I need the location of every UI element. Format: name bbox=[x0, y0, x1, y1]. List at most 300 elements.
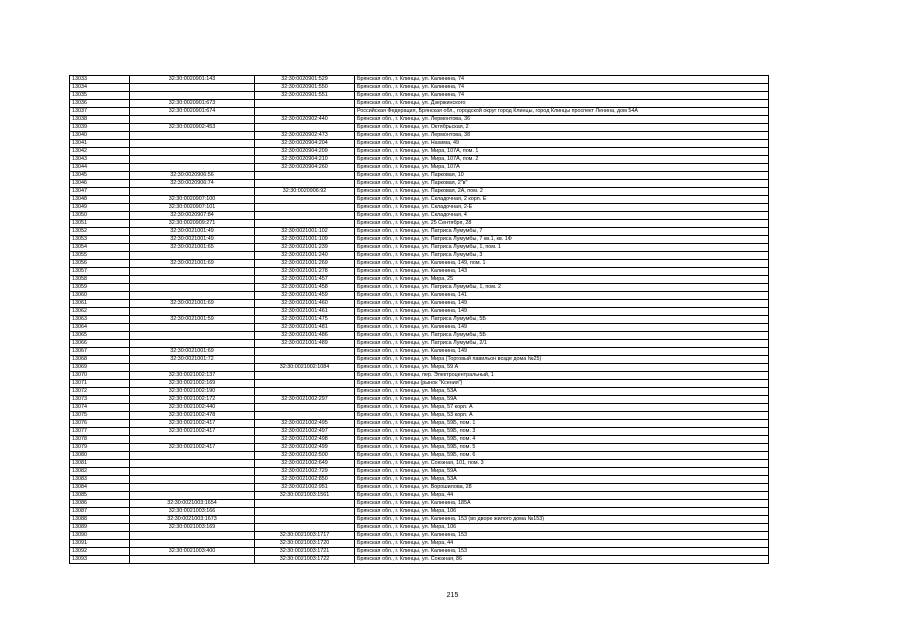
land-plot-cadastral-number-cell bbox=[130, 164, 255, 172]
land-plot-cadastral-number-cell: 32:30:0020901:674 bbox=[130, 108, 255, 116]
table-row bbox=[70, 252, 769, 260]
table-row bbox=[70, 116, 769, 124]
record-number-cell: 13043 bbox=[70, 156, 130, 164]
address-cell: Брянская обл., г. Клинцы, ул. Калинина, 153 (во дворе жилого дома №153) bbox=[355, 516, 769, 524]
table-row bbox=[70, 348, 769, 356]
table-row bbox=[70, 284, 769, 292]
building-cadastral-number-cell: 32:30:0021001:461 bbox=[255, 308, 355, 316]
land-plot-cadastral-number-cell: 32:30:0021003:400 bbox=[130, 548, 255, 556]
table-row bbox=[70, 460, 769, 468]
table-row bbox=[70, 556, 769, 564]
record-number-cell: 13060 bbox=[70, 292, 130, 300]
record-number-cell: 13080 bbox=[70, 452, 130, 460]
land-plot-cadastral-number-cell bbox=[130, 148, 255, 156]
record-number-cell: 13078 bbox=[70, 436, 130, 444]
table-row bbox=[70, 212, 769, 220]
building-cadastral-number-cell: 32:30:0021002:495 bbox=[255, 420, 355, 428]
address-cell: Брянская обл., г. Клинцы, ул. Мира, 59 А bbox=[355, 364, 769, 372]
table-row bbox=[70, 356, 769, 364]
address-cell: Брянская обл., г. Клинцы, ул. Нахима, 49 bbox=[355, 140, 769, 148]
record-number-cell: 13072 bbox=[70, 388, 130, 396]
building-cadastral-number-cell: 32:30:0020901:551 bbox=[255, 92, 355, 100]
address-cell: Брянская обл., г. Клинцы, ул. Калинина, 149 bbox=[355, 324, 769, 332]
table-row bbox=[70, 548, 769, 556]
table-row bbox=[70, 124, 769, 132]
land-plot-cadastral-number-cell bbox=[130, 140, 255, 148]
building-cadastral-number-cell bbox=[255, 124, 355, 132]
land-plot-cadastral-number-cell: 32:30:0021002:137 bbox=[130, 372, 255, 380]
table-row bbox=[70, 332, 769, 340]
table-row bbox=[70, 380, 769, 388]
address-cell: Брянская обл., г. Клинцы, ул. Мира, 44 bbox=[355, 540, 769, 548]
land-plot-cadastral-number-cell bbox=[130, 252, 255, 260]
table-row bbox=[70, 340, 769, 348]
table-row bbox=[70, 268, 769, 276]
table-row bbox=[70, 468, 769, 476]
building-cadastral-number-cell: 32:30:0020904:260 bbox=[255, 164, 355, 172]
building-cadastral-number-cell: 32:30:0021002:499 bbox=[255, 444, 355, 452]
address-cell: Брянская обл., г. Клинцы, ул. Патриса Лумумбы, 5Б bbox=[355, 316, 769, 324]
land-plot-cadastral-number-cell bbox=[130, 92, 255, 100]
address-cell: Брянская обл., г. Клинцы, ул. Калинина, 74 bbox=[355, 76, 769, 84]
building-cadastral-number-cell bbox=[255, 356, 355, 364]
land-plot-cadastral-number-cell: 32:30:0020907:101 bbox=[130, 204, 255, 212]
building-cadastral-number-cell: 32:30:0020904:210 bbox=[255, 156, 355, 164]
building-cadastral-number-cell: 32:30:0021002:951 bbox=[255, 484, 355, 492]
address-cell: Брянская обл., г. Клинцы, ул. Союзная, 86 bbox=[355, 556, 769, 564]
building-cadastral-number-cell: 32:30:0021001:269 bbox=[255, 260, 355, 268]
address-cell: Брянская обл., г. Клинцы, ул. Лермонтова, 36 bbox=[355, 116, 769, 124]
land-plot-cadastral-number-cell: 32:30:0021002:440 bbox=[130, 404, 255, 412]
table-row bbox=[70, 388, 769, 396]
building-cadastral-number-cell: 32:30:0021001:240 bbox=[255, 252, 355, 260]
record-number-cell: 13036 bbox=[70, 100, 130, 108]
table-row bbox=[70, 396, 769, 404]
address-cell: Брянская обл., г. Клинцы, ул. Калинина, 185А bbox=[355, 500, 769, 508]
address-cell: Брянская обл., г. Клинцы, ул. Мира, 44 bbox=[355, 492, 769, 500]
address-cell: Брянская обл., г. Клинцы, ул. Калинина, 141 bbox=[355, 292, 769, 300]
address-cell: Брянская обл., г. Клинцы, ул. Мира, 59Б, пом. 1 bbox=[355, 420, 769, 428]
table-row bbox=[70, 500, 769, 508]
building-cadastral-number-cell: 32:30:0020904:209 bbox=[255, 148, 355, 156]
record-number-cell: 13055 bbox=[70, 252, 130, 260]
table-row bbox=[70, 516, 769, 524]
building-cadastral-number-cell: 32:30:0021001:475 bbox=[255, 316, 355, 324]
land-plot-cadastral-number-cell bbox=[130, 476, 255, 484]
table-row bbox=[70, 228, 769, 236]
record-number-cell: 13049 bbox=[70, 204, 130, 212]
building-cadastral-number-cell: 32:30:0021001:486 bbox=[255, 332, 355, 340]
land-plot-cadastral-number-cell: 32:30:0021001:72 bbox=[130, 356, 255, 364]
table-row bbox=[70, 300, 769, 308]
record-number-cell: 13064 bbox=[70, 324, 130, 332]
land-plot-cadastral-number-cell: 32:30:0021002:190 bbox=[130, 388, 255, 396]
record-number-cell: 13081 bbox=[70, 460, 130, 468]
building-cadastral-number-cell bbox=[255, 100, 355, 108]
record-number-cell: 13086 bbox=[70, 500, 130, 508]
record-number-cell: 13068 bbox=[70, 356, 130, 364]
address-cell: Брянская обл., г. Клинцы, ул. Парковая, 2"в" bbox=[355, 180, 769, 188]
record-number-cell: 13084 bbox=[70, 484, 130, 492]
address-cell: Брянская обл., г. Клинцы, ул. Союзная, 101, пом. 3 bbox=[355, 460, 769, 468]
address-cell: Брянская обл., г. Клинцы, ул. Мира, 25 bbox=[355, 276, 769, 284]
address-cell: Брянская обл., г. Клинцы, ул. Ворошилова, 28 bbox=[355, 484, 769, 492]
address-cell: Брянская обл., г. Клинцы, ул. Патриса Лумумбы, 7 кв.1, кв. 1Ф bbox=[355, 236, 769, 244]
record-number-cell: 13070 bbox=[70, 372, 130, 380]
building-cadastral-number-cell bbox=[255, 204, 355, 212]
land-plot-cadastral-number-cell: 32:30:0021001:69 bbox=[130, 300, 255, 308]
table-row bbox=[70, 196, 769, 204]
record-number-cell: 13050 bbox=[70, 212, 130, 220]
building-cadastral-number-cell: 32:30:0021001:102 bbox=[255, 228, 355, 236]
land-plot-cadastral-number-cell: 32:30:0021002:417 bbox=[130, 444, 255, 452]
building-cadastral-number-cell: 32:30:0021001:459 bbox=[255, 292, 355, 300]
building-cadastral-number-cell: 32:30:0021002:649 bbox=[255, 460, 355, 468]
address-cell: Брянская обл., г. Клинцы, ул. Складочная, 2 корп. Е bbox=[355, 196, 769, 204]
record-number-cell: 13034 bbox=[70, 84, 130, 92]
land-plot-cadastral-number-cell bbox=[130, 188, 255, 196]
land-plot-cadastral-number-cell: 32:30:0021002:478 bbox=[130, 412, 255, 420]
address-cell: Брянская обл., г. Клинцы, ул. Патриса Лумумбы, 5Б bbox=[355, 332, 769, 340]
land-plot-cadastral-number-cell: 32:30:0020907:100 bbox=[130, 196, 255, 204]
table-row bbox=[70, 324, 769, 332]
table-body bbox=[70, 76, 769, 564]
record-number-cell: 13033 bbox=[70, 76, 130, 84]
land-plot-cadastral-number-cell: 32:30:0021001:49 bbox=[130, 236, 255, 244]
record-number-cell: 13037 bbox=[70, 108, 130, 116]
table-row bbox=[70, 404, 769, 412]
building-cadastral-number-cell: 32:30:0020902:440 bbox=[255, 116, 355, 124]
land-plot-cadastral-number-cell bbox=[130, 532, 255, 540]
record-number-cell: 13042 bbox=[70, 148, 130, 156]
address-cell: Брянская обл., г. Клинцы, ул. Мира (Торговый павильон возде дома №25) bbox=[355, 356, 769, 364]
land-plot-cadastral-number-cell bbox=[130, 540, 255, 548]
table-row bbox=[70, 476, 769, 484]
table-row bbox=[70, 108, 769, 116]
building-cadastral-number-cell bbox=[255, 524, 355, 532]
table-row bbox=[70, 180, 769, 188]
table-row bbox=[70, 412, 769, 420]
land-plot-cadastral-number-cell bbox=[130, 324, 255, 332]
building-cadastral-number-cell: 32:30:0021002:729 bbox=[255, 468, 355, 476]
address-cell: Брянская обл., г. Клинцы, ул. Мира, 57 корп. А bbox=[355, 404, 769, 412]
address-cell: Брянская обл., г. Клинцы, ул. Лермонтова, 38 bbox=[355, 132, 769, 140]
land-plot-cadastral-number-cell bbox=[130, 116, 255, 124]
land-plot-cadastral-number-cell: 32:30:0020906:56 bbox=[130, 172, 255, 180]
record-number-cell: 13089 bbox=[70, 524, 130, 532]
record-number-cell: 13075 bbox=[70, 412, 130, 420]
record-number-cell: 13057 bbox=[70, 268, 130, 276]
record-number-cell: 13066 bbox=[70, 340, 130, 348]
record-number-cell: 13085 bbox=[70, 492, 130, 500]
land-plot-cadastral-number-cell: 32:30:0020909:271 bbox=[130, 220, 255, 228]
building-cadastral-number-cell: 32:30:0021001:489 bbox=[255, 340, 355, 348]
table-row bbox=[70, 244, 769, 252]
record-number-cell: 13059 bbox=[70, 284, 130, 292]
record-number-cell: 13093 bbox=[70, 556, 130, 564]
table-row bbox=[70, 316, 769, 324]
address-cell: Брянская обл., г. Клинцы, ул. Калинина, 153 bbox=[355, 548, 769, 556]
building-cadastral-number-cell bbox=[255, 180, 355, 188]
record-number-cell: 13040 bbox=[70, 132, 130, 140]
building-cadastral-number-cell: 32:30:0021001:239 bbox=[255, 244, 355, 252]
address-cell: Брянская обл., г. Клинцы, ул. Патриса Лумумбы, 2/1 bbox=[355, 340, 769, 348]
address-cell: Брянская обл., г. Клинцы, ул. Мира, 59Б, пом. 5 bbox=[355, 444, 769, 452]
address-cell: Брянская обл., г. Клинцы, ул. Калинина, 153 bbox=[355, 532, 769, 540]
building-cadastral-number-cell bbox=[255, 212, 355, 220]
table-row bbox=[70, 92, 769, 100]
record-number-cell: 13045 bbox=[70, 172, 130, 180]
table-row bbox=[70, 148, 769, 156]
address-cell: Брянская обл., г. Клинцы, ул. Калинина, 149, пом. 1 bbox=[355, 260, 769, 268]
address-cell: Брянская обл., г. Клинцы, ул. Парковая, 10 bbox=[355, 172, 769, 180]
table-row bbox=[70, 452, 769, 460]
building-cadastral-number-cell: 32:30:0021001:457 bbox=[255, 276, 355, 284]
land-plot-cadastral-number-cell: 32:30:0021001:69 bbox=[130, 348, 255, 356]
land-plot-cadastral-number-cell: 32:30:0020901:143 bbox=[130, 76, 255, 84]
building-cadastral-number-cell bbox=[255, 380, 355, 388]
building-cadastral-number-cell bbox=[255, 388, 355, 396]
land-plot-cadastral-number-cell bbox=[130, 284, 255, 292]
record-number-cell: 13087 bbox=[70, 508, 130, 516]
record-number-cell: 13039 bbox=[70, 124, 130, 132]
record-number-cell: 13041 bbox=[70, 140, 130, 148]
address-cell: Брянская обл., г. Клинцы, ул. Калинина, 149 bbox=[355, 308, 769, 316]
land-plot-cadastral-number-cell bbox=[130, 484, 255, 492]
building-cadastral-number-cell bbox=[255, 500, 355, 508]
land-plot-cadastral-number-cell: 32:30:0021002:417 bbox=[130, 420, 255, 428]
address-cell: Брянская обл., г. Клинцы, ул. Мира, 107А, пом. 1 bbox=[355, 148, 769, 156]
building-cadastral-number-cell: 32:30:0021001:481 bbox=[255, 324, 355, 332]
building-cadastral-number-cell: 32:30:0021002:297 bbox=[255, 396, 355, 404]
building-cadastral-number-cell: 32:30:0021002:497 bbox=[255, 428, 355, 436]
land-plot-cadastral-number-cell bbox=[130, 452, 255, 460]
building-cadastral-number-cell bbox=[255, 372, 355, 380]
building-cadastral-number-cell: 32:30:0021001:460 bbox=[255, 300, 355, 308]
address-cell: Брянская обл., г. Клинцы, ул. 25 Сентября, 28 bbox=[355, 220, 769, 228]
address-cell: Брянская обл., г. Клинцы, ул. Калинина, 143 bbox=[355, 268, 769, 276]
record-number-cell: 13071 bbox=[70, 380, 130, 388]
address-cell: Брянская обл., г. Клинцы, пер. Электроцентральный, 1 bbox=[355, 372, 769, 380]
record-number-cell: 13035 bbox=[70, 92, 130, 100]
table-row bbox=[70, 276, 769, 284]
address-cell: Брянская обл., г. Клинцы, ул. Мира, 53 корп. А bbox=[355, 412, 769, 420]
building-cadastral-number-cell: 32:30:0021002:1084 bbox=[255, 364, 355, 372]
address-cell: Брянская обл., г. Клинцы, ул. Патриса Лумумбы, 1, пом. 2 bbox=[355, 284, 769, 292]
table-row bbox=[70, 188, 769, 196]
record-number-cell: 13063 bbox=[70, 316, 130, 324]
record-number-cell: 13056 bbox=[70, 260, 130, 268]
record-number-cell: 13074 bbox=[70, 404, 130, 412]
table-row bbox=[70, 292, 769, 300]
record-number-cell: 13046 bbox=[70, 180, 130, 188]
table-row bbox=[70, 220, 769, 228]
address-cell: Брянская обл., г. Клинцы, ул. Калинина, 149 bbox=[355, 300, 769, 308]
record-number-cell: 13053 bbox=[70, 236, 130, 244]
table-row bbox=[70, 236, 769, 244]
address-cell: Брянская обл., г. Клинцы, ул. Мира, 59А bbox=[355, 468, 769, 476]
record-number-cell: 13076 bbox=[70, 420, 130, 428]
land-plot-cadastral-number-cell bbox=[130, 276, 255, 284]
land-plot-cadastral-number-cell bbox=[130, 436, 255, 444]
record-number-cell: 13065 bbox=[70, 332, 130, 340]
record-number-cell: 13091 bbox=[70, 540, 130, 548]
land-plot-cadastral-number-cell bbox=[130, 492, 255, 500]
table-row bbox=[70, 484, 769, 492]
table-row bbox=[70, 84, 769, 92]
land-plot-cadastral-number-cell: 32:30:0020902:453 bbox=[130, 124, 255, 132]
address-cell: Брянская обл., г. Клинцы, ул. Калинина, 74 bbox=[355, 92, 769, 100]
land-plot-cadastral-number-cell: 32:30:0021003:1654 bbox=[130, 500, 255, 508]
building-cadastral-number-cell: 32:30:0020901:550 bbox=[255, 84, 355, 92]
address-cell: Брянская обл., г. Клинцы, ул. Мира, 59Б, пом. 4 bbox=[355, 436, 769, 444]
table-row bbox=[70, 164, 769, 172]
land-plot-cadastral-number-cell bbox=[130, 156, 255, 164]
building-cadastral-number-cell: 32:30:0021003:1717 bbox=[255, 532, 355, 540]
land-plot-cadastral-number-cell: 32:30:0021002:169 bbox=[130, 380, 255, 388]
land-plot-cadastral-number-cell: 32:30:0020907:84 bbox=[130, 212, 255, 220]
address-cell: Брянская обл., г. Клинцы, ул. Мира, 106 bbox=[355, 524, 769, 532]
table-row bbox=[70, 156, 769, 164]
table-row bbox=[70, 100, 769, 108]
record-number-cell: 13077 bbox=[70, 428, 130, 436]
building-cadastral-number-cell bbox=[255, 348, 355, 356]
record-number-cell: 13051 bbox=[70, 220, 130, 228]
building-cadastral-number-cell: 32:30:0021002:500 bbox=[255, 452, 355, 460]
table-row bbox=[70, 420, 769, 428]
building-cadastral-number-cell: 32:30:0020904:204 bbox=[255, 140, 355, 148]
address-cell: Брянская обл., г. Клинцы, ул. Мира, 107А, пом. 2 bbox=[355, 156, 769, 164]
address-cell: Брянская обл., г. Клинцы, ул. Патриса Лумумбы, 3 bbox=[355, 252, 769, 260]
address-cell: Брянская обл., г. Клинцы, ул. Калинина, 149 bbox=[355, 348, 769, 356]
building-cadastral-number-cell: 32:30:0021002:850 bbox=[255, 476, 355, 484]
building-cadastral-number-cell bbox=[255, 108, 355, 116]
table-row bbox=[70, 532, 769, 540]
address-cell: Брянская обл., г. Клинцы, ул. Мира, 59Б, пом. 3 bbox=[355, 428, 769, 436]
land-plot-cadastral-number-cell bbox=[130, 460, 255, 468]
record-number-cell: 13062 bbox=[70, 308, 130, 316]
address-cell: Брянская обл., г. Клинцы, ул. Мира, 59Б, пом. 6 bbox=[355, 452, 769, 460]
building-cadastral-number-cell: 32:30:0021003:1720 bbox=[255, 540, 355, 548]
land-plot-cadastral-number-cell bbox=[130, 364, 255, 372]
address-cell: Брянская обл., г. Клинцы, ул. Октябрьская, 2 bbox=[355, 124, 769, 132]
record-number-cell: 13054 bbox=[70, 244, 130, 252]
table-row bbox=[70, 140, 769, 148]
address-cell: Брянская обл., г. Клинцы, ул. Патриса Лумумбы, 1, пом. 1 bbox=[355, 244, 769, 252]
land-plot-cadastral-number-cell bbox=[130, 556, 255, 564]
address-cell: Брянская обл., г. Клинцы, ул. Калинина, 74 bbox=[355, 84, 769, 92]
record-number-cell: 13058 bbox=[70, 276, 130, 284]
address-cell: Брянская обл., г. Клинцы, ул. Патриса Лумумбы, 7 bbox=[355, 228, 769, 236]
land-plot-cadastral-number-cell bbox=[130, 332, 255, 340]
record-number-cell: 13079 bbox=[70, 444, 130, 452]
building-cadastral-number-cell: 32:30:0020902:473 bbox=[255, 132, 355, 140]
building-cadastral-number-cell bbox=[255, 404, 355, 412]
record-number-cell: 13048 bbox=[70, 196, 130, 204]
address-cell: Брянская обл., г. Клинцы, ул. Мира, 107А bbox=[355, 164, 769, 172]
table-row bbox=[70, 172, 769, 180]
table-row bbox=[70, 540, 769, 548]
table-row bbox=[70, 524, 769, 532]
land-plot-cadastral-number-cell: 32:30:0021001:65 bbox=[130, 244, 255, 252]
land-plot-cadastral-number-cell bbox=[130, 84, 255, 92]
record-number-cell: 13082 bbox=[70, 468, 130, 476]
land-plot-cadastral-number-cell bbox=[130, 132, 255, 140]
record-number-cell: 13092 bbox=[70, 548, 130, 556]
building-cadastral-number-cell: 32:30:0021003:1561 bbox=[255, 492, 355, 500]
land-plot-cadastral-number-cell bbox=[130, 308, 255, 316]
building-cadastral-number-cell bbox=[255, 516, 355, 524]
table-row bbox=[70, 308, 769, 316]
address-cell: Брянская обл., г. Клинцы, ул. Складочная, 2-Е bbox=[355, 204, 769, 212]
building-cadastral-number-cell: 32:30:0021003:1721 bbox=[255, 548, 355, 556]
land-plot-cadastral-number-cell: 32:30:0021001:69 bbox=[130, 260, 255, 268]
table-row bbox=[70, 444, 769, 452]
land-plot-cadastral-number-cell bbox=[130, 292, 255, 300]
table-row bbox=[70, 132, 769, 140]
building-cadastral-number-cell: 32:30:0021001:278 bbox=[255, 268, 355, 276]
table-row bbox=[70, 492, 769, 500]
record-number-cell: 13047 bbox=[70, 188, 130, 196]
record-number-cell: 13038 bbox=[70, 116, 130, 124]
building-cadastral-number-cell: 32:30:0021003:1722 bbox=[255, 556, 355, 564]
land-plot-cadastral-number-cell bbox=[130, 340, 255, 348]
building-cadastral-number-cell bbox=[255, 220, 355, 228]
table-row bbox=[70, 260, 769, 268]
record-number-cell: 13083 bbox=[70, 476, 130, 484]
address-cell: Российская Федерация, Брянская обл., городской округ город Клинцы, город Клинцы проспект Ленина, дом 54А bbox=[355, 108, 769, 116]
building-cadastral-number-cell: 32:30:0020906:92 bbox=[255, 188, 355, 196]
cadastral-records-table bbox=[69, 75, 769, 564]
building-cadastral-number-cell: 32:30:0021001:458 bbox=[255, 284, 355, 292]
land-plot-cadastral-number-cell bbox=[130, 268, 255, 276]
record-number-cell: 13088 bbox=[70, 516, 130, 524]
table-row bbox=[70, 204, 769, 212]
land-plot-cadastral-number-cell bbox=[130, 468, 255, 476]
address-cell: Брянская обл., г. Клинцы, ул. Мира, 53А bbox=[355, 388, 769, 396]
record-number-cell: 13052 bbox=[70, 228, 130, 236]
building-cadastral-number-cell bbox=[255, 196, 355, 204]
land-plot-cadastral-number-cell: 32:30:0021003:166 bbox=[130, 508, 255, 516]
land-plot-cadastral-number-cell: 32:30:0021003:169 bbox=[130, 524, 255, 532]
table-row bbox=[70, 436, 769, 444]
building-cadastral-number-cell bbox=[255, 412, 355, 420]
table-row bbox=[70, 372, 769, 380]
table-row bbox=[70, 428, 769, 436]
building-cadastral-number-cell: 32:30:0021001:109 bbox=[255, 236, 355, 244]
land-plot-cadastral-number-cell: 32:30:0020906:74 bbox=[130, 180, 255, 188]
record-number-cell: 13061 bbox=[70, 300, 130, 308]
land-plot-cadastral-number-cell: 32:30:0021001:49 bbox=[130, 228, 255, 236]
record-number-cell: 13073 bbox=[70, 396, 130, 404]
building-cadastral-number-cell bbox=[255, 172, 355, 180]
land-plot-cadastral-number-cell: 32:30:0021002:172 bbox=[130, 396, 255, 404]
record-number-cell: 13069 bbox=[70, 364, 130, 372]
land-plot-cadastral-number-cell: 32:30:0020901:673 bbox=[130, 100, 255, 108]
address-cell: Брянская обл., г. Клинцы, ул. Парковая, 2А, пом. 2 bbox=[355, 188, 769, 196]
table-row bbox=[70, 508, 769, 516]
table-row bbox=[70, 364, 769, 372]
page-number: 215 bbox=[446, 592, 459, 599]
address-cell: Брянская обл., г. Клинцы, ул. Дзержинского bbox=[355, 100, 769, 108]
record-number-cell: 13067 bbox=[70, 348, 130, 356]
land-plot-cadastral-number-cell: 32:30:0021001:59 bbox=[130, 316, 255, 324]
address-cell: Брянская обл., г. Клинцы, ул. Мира, 53А bbox=[355, 476, 769, 484]
building-cadastral-number-cell bbox=[255, 508, 355, 516]
building-cadastral-number-cell: 32:30:0021002:498 bbox=[255, 436, 355, 444]
land-plot-cadastral-number-cell: 32:30:0021003:1673 bbox=[130, 516, 255, 524]
address-cell: Брянская обл., г. Клинцы, ул. Мира, 59А bbox=[355, 396, 769, 404]
